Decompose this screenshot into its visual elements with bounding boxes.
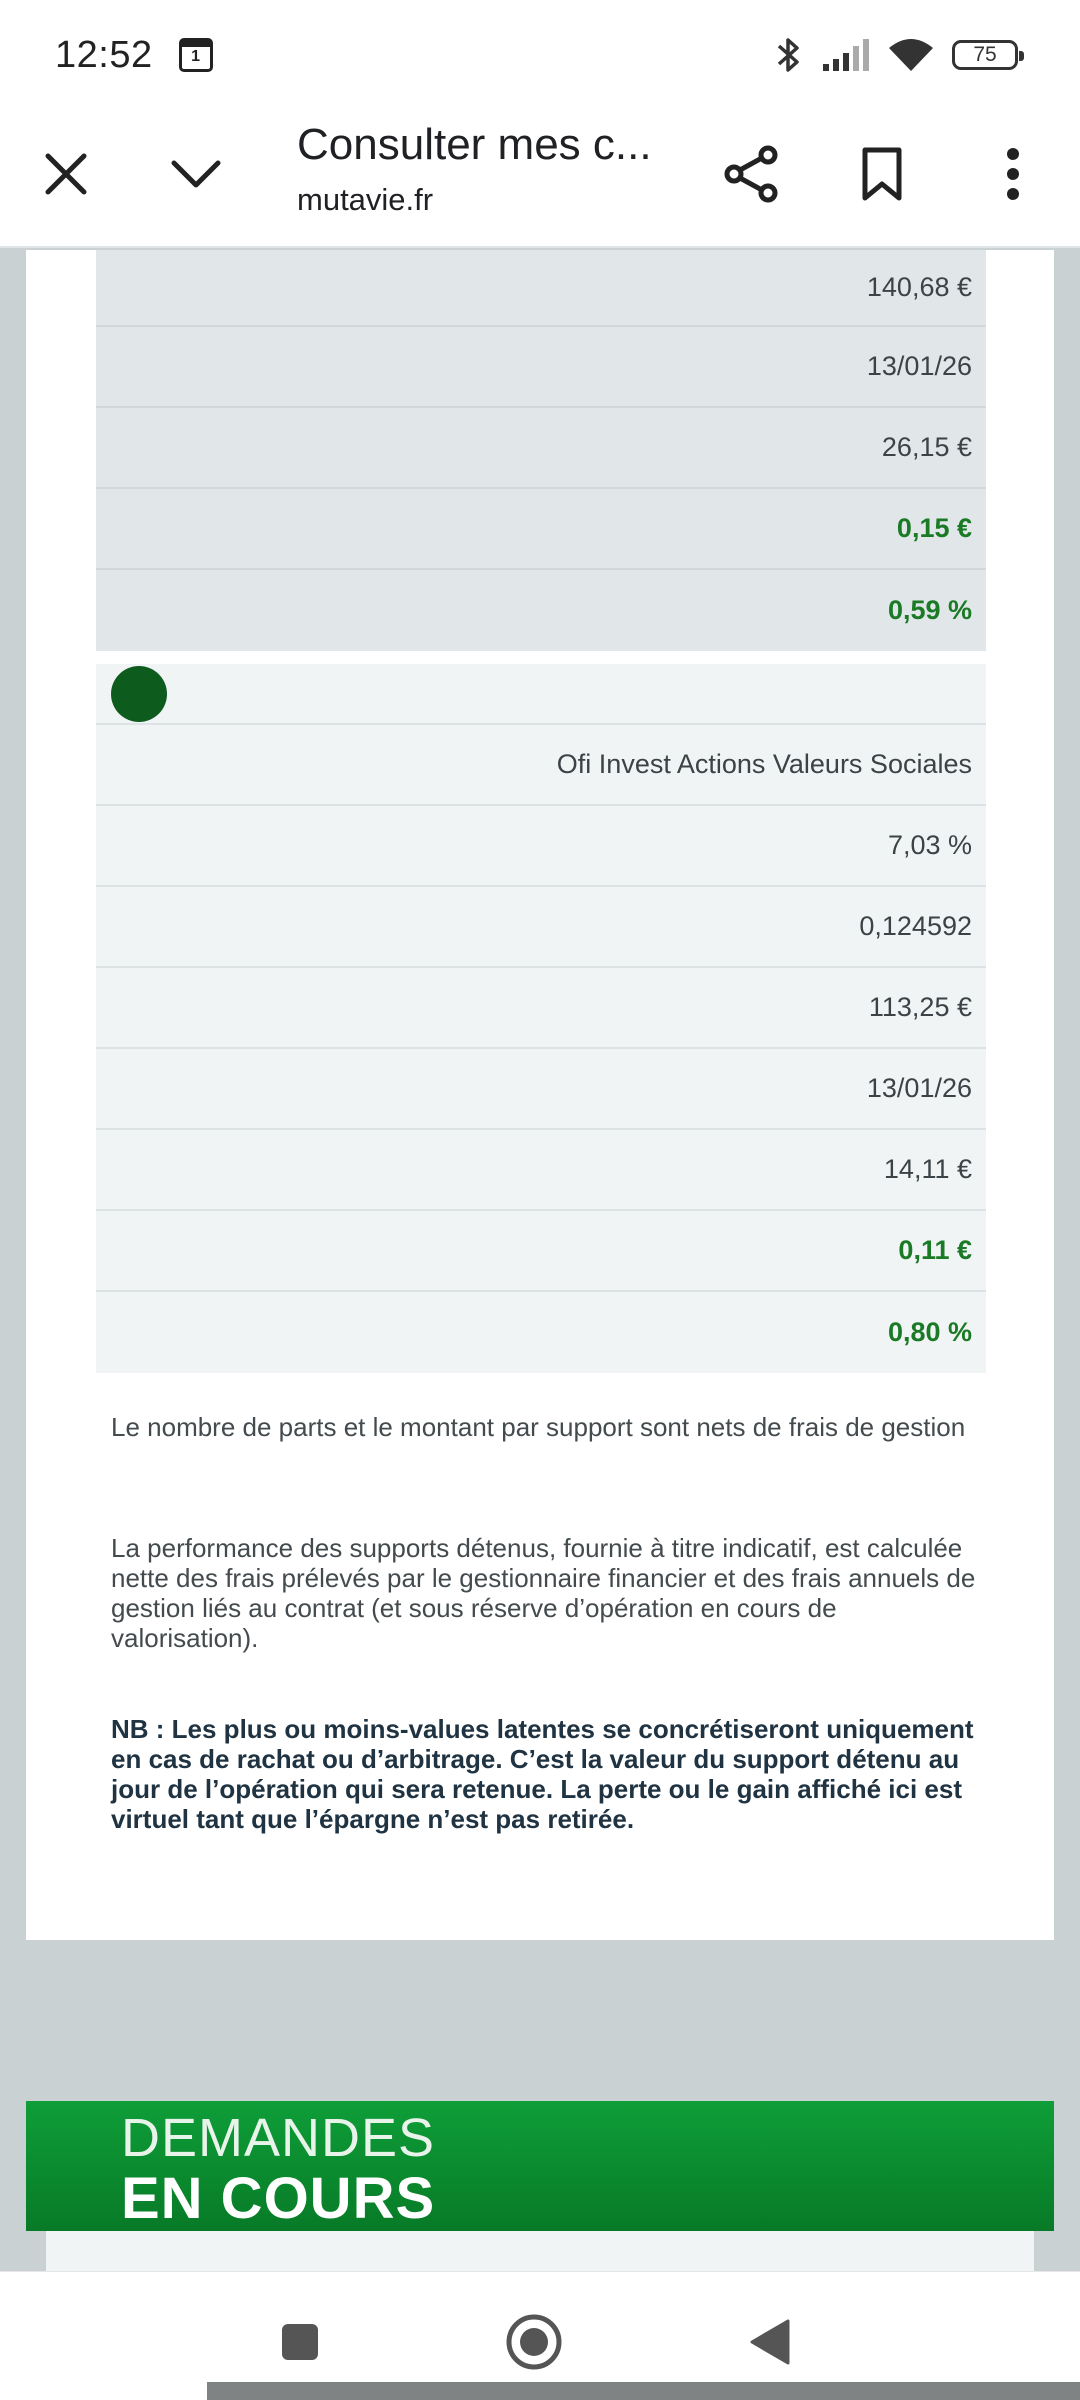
gesture-handle[interactable] (207, 2382, 1080, 2400)
fund2-header-row (96, 664, 986, 725)
page-title[interactable]: Consulter mes c... (297, 120, 652, 169)
recent-apps-icon[interactable] (270, 2312, 330, 2372)
battery-icon: 75 (952, 40, 1018, 70)
close-icon[interactable] (30, 138, 102, 210)
share-icon[interactable] (713, 135, 791, 213)
fund2-row: 14,11 € (96, 1130, 986, 1211)
calendar-icon: 1 (179, 38, 213, 72)
page-url[interactable]: mutavie.fr (297, 182, 434, 217)
more-vert-icon[interactable] (985, 135, 1041, 213)
fund1-row: 0,15 € (96, 489, 986, 570)
fund2-row: 0,11 € (96, 1211, 986, 1292)
bookmark-icon[interactable] (846, 135, 918, 213)
fund2-name: Ofi Invest Actions Valeurs Sociales (96, 725, 986, 806)
fund-details-card (26, 250, 1054, 1940)
fund1-row: 26,15 € (96, 408, 986, 489)
status-time: 12:52 (55, 33, 153, 76)
fund2-row: 13/01/26 (96, 1049, 986, 1130)
fund2-row: 0,80 % (96, 1292, 986, 1373)
home-icon[interactable] (500, 2308, 568, 2376)
wifi-icon (888, 37, 934, 73)
fund2-row: 7,03 % (96, 806, 986, 887)
back-icon[interactable] (740, 2310, 800, 2374)
fund1-row: 140,68 € (96, 250, 986, 327)
browser-toolbar (0, 110, 1080, 248)
fund-color-dot (111, 666, 167, 722)
bluetooth-icon (774, 35, 804, 75)
banner-content-area (46, 2231, 1034, 2271)
note-nb: NB : Les plus ou moins-values latentes se concrétiseront uniquement en cas de rachat ou d’arbitrage. C’est la valeur du support détenu au jour de l’opération qui sera retenue. La perte ou le gain affiché ici est virtuel tant que l’épargne n’est pas retirée. (111, 1714, 974, 1834)
signal-icon (822, 38, 870, 72)
fund1-row: 0,59 % (96, 570, 986, 651)
chevron-down-icon[interactable] (160, 138, 232, 210)
note-performance: La performance des supports détenus, fournie à titre indicatif, est calculée nette des frais prélevés par le gestionnaire financier et des frais annuels de gestion liés au contrat (et sous réserve d’opération en cours de valorisation). (111, 1533, 976, 1653)
fund1-row: 13/01/26 (96, 327, 986, 408)
demandes-en-cours-banner (26, 2101, 1054, 2231)
navigation-bar (0, 2271, 1080, 2400)
fund2-row: 113,25 € (96, 968, 986, 1049)
banner-line1: DEMANDES (121, 2108, 436, 2168)
banner-line2: EN COURS (121, 2166, 436, 2231)
note-net-fees: Le nombre de parts et le montant par support sont nets de frais de gestion (111, 1412, 966, 1442)
fund2-row: 0,124592 (96, 887, 986, 968)
status-bar (0, 0, 1080, 110)
